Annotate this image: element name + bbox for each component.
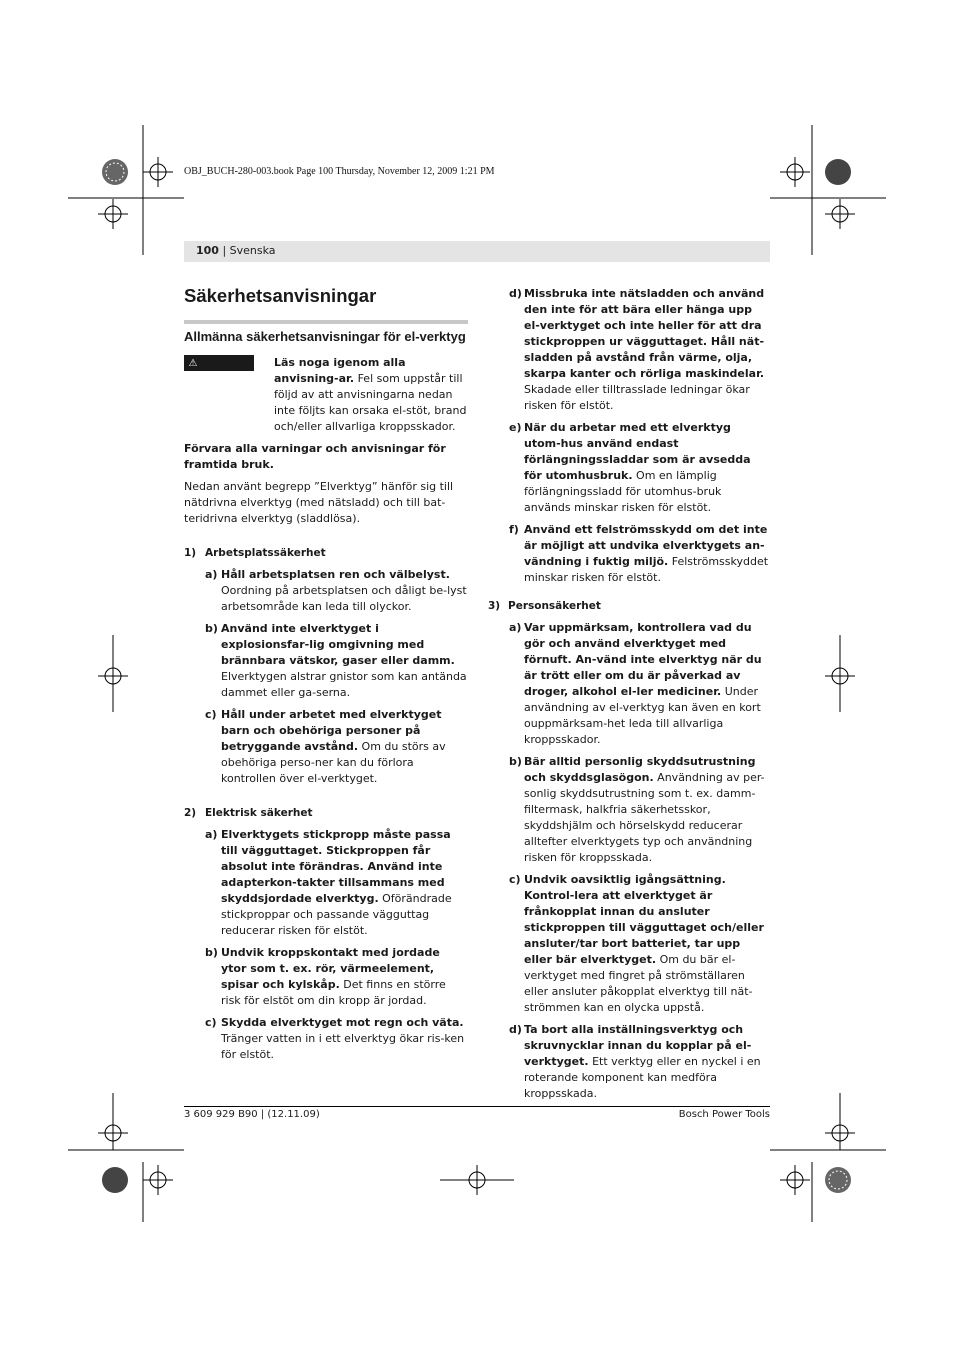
print-info: OBJ_BUCH-280-003.book Page 100 Thursday, November 12, 2009 1:21 PM [184,166,495,177]
right-column [488,286,771,1108]
warning-text: Läs noga igenom alla anvisning-ar. Fel som uppstår till följd av att anvisningarna nedan inte följts kan orsaka el-stöt, brand och/eller allvarliga kroppsskador. [274,356,467,433]
header-language: Svenska [229,244,276,257]
list-item: b) Använd inte elverktyget i explosionsfar-lig omgivning med brännbara vätskor, gaser eller damm. Elverktygen alstrar gnistor som kan antända dammet eller ga-serna. [205,622,467,699]
page-number: 100 [196,244,219,257]
list-item: a) Håll arbetsplatsen ren och välbelyst. Oordning på arbetsplatsen och dåligt be-lyst arbetsområde kan leda till olyckor. [205,568,467,613]
keep-note: Förvara alla varningar och anvisningar för framtida bruk. [184,442,446,471]
warning-block [184,355,468,435]
list-item: e) När du arbetar med ett elverktyg utom-hus använd endast förlängningssladdar som är avsedda för utomhusbruk. Om en lämplig förlängningssladd för utomhus-bruk används minskar risken för elstöt. [509,421,751,514]
section-subtitle: Allmänna säkerhetsanvisningar för el-verktyg [184,329,466,344]
footer-doc-number: 3 609 929 B90 | (12.11.09) [184,1109,320,1120]
definition-text: Nedan använt begrepp ”Elverktyg” hänför sig till nätdrivna elverktyg (med nätsladd) och till bat-teridrivna elverktyg (sladdlösa). [184,480,454,525]
section-1-heading: 1) Arbetsplatssäkerhet [184,547,326,559]
footer-rule [184,1106,770,1107]
section-3-heading: 3) Personsäkerhet [488,600,601,612]
list-item: b) Undvik kroppskontakt med jordade ytor som t. ex. rör, värmeelement, spisar och kylskåp. Det finns en större risk för elstöt om din kropp är jordad. [205,946,446,1007]
section-2-heading: 2) Elektrisk säkerhet [184,807,313,819]
list-item: d) Ta bort alla inställningsverktyg och skruvnycklar innan du kopplar på el-verktyget. Ett verktyg eller en nyckel i en roterande komponent kan medföra kroppsskada. [509,1023,761,1100]
list-item: c) Undvik oavsiktlig igångsättning. Kontrol-lera att elverktyget är frånkopplat innan du ansluter stickproppen till vägguttaget och/eller ansluter/tar bort batteriet, tar upp eller bär elverktyget. Om du bär el-verktyget med fingret på strömställaren eller ansluter påkopplat elverktyg till nät-strömmen kan en olycka uppstå. [509,873,764,1014]
list-item: a) Elverktygets stickpropp måste passa till vägguttaget. Stickproppen får absolut inte förändras. Använd inte adapterkon-takter tillsammans med skyddsjordade elverktyg. Oförändrade stickproppar och passande vägguttag reducerar risken för elstöt. [205,828,452,937]
left-column [184,284,468,1069]
warning-triangle-icon: ⚠ [188,358,198,369]
page-header [196,244,276,257]
footer-brand: Bosch Power Tools [678,1109,770,1120]
warning-badge: ⚠VARNING [184,355,254,371]
list-item: f) Använd ett felströmsskydd om det inte är möjligt att undvika elverktygets an-vändning i fuktig miljö. Felströmsskyddet minskar risken för elstöt. [509,523,769,584]
list-item: b) Bär alltid personlig skyddsutrustning och skyddsglasögon. Användning av per-sonlig skyddsutrustning som t. ex. damm-filtermask, halkfria säkerhetsskor, skyddshjälm och hörselskydd reducerar alltefter elverktygets typ och användning risken för kroppsskada. [509,755,765,864]
page-title: Säkerhetsanvisningar [184,285,377,306]
list-item: d) Missbruka inte nätsladden och använd den inte för att bära eller hänga upp el-verktyget och inte heller för att dra stickproppen ur vägguttaget. Håll nät-sladden på avstånd från värme, olja, skarpa kanter och rörliga maskindelar. Skadade eller tilltrasslade ledningar ökar risken för elstöt. [509,287,765,412]
list-item: c) Håll under arbetet med elverktyget barn och obehöriga personer på betryggande avstånd. Om du störs av obehöriga perso-ner kan du förlora kontrollen över el-verktyget. [205,708,446,785]
list-item: c) Skydda elverktyget mot regn och väta. Tränger vatten in i ett elverktyg ökar ris-ken för elstöt. [205,1016,465,1061]
list-item: a) Var uppmärksam, kontrollera vad du gör och använd elverktyget med förnuft. An-vänd inte elverktyg när du är trött eller om du är påverkad av droger, alkohol el-ler mediciner. Under användning av el-verktyg kan även en kort ouppmärksam-het leda till allvarliga kroppsskador. [509,621,762,746]
header-separator: | [218,244,230,257]
subtitle-rule [184,320,468,324]
